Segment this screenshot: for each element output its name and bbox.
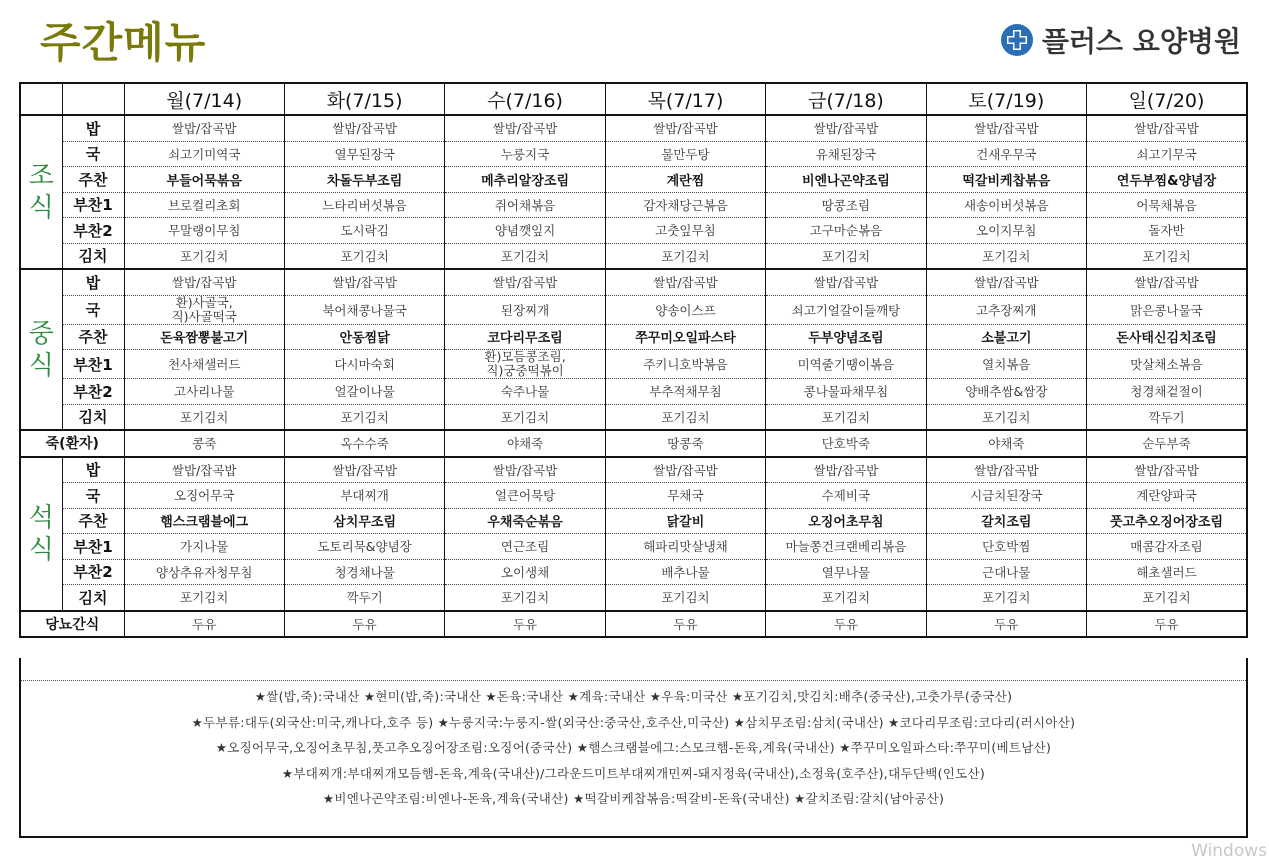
menu-row: [20, 559, 1247, 585]
menu-row: [20, 167, 1247, 193]
menu-cell: 포기김치: [926, 404, 1086, 430]
origin-note-line: ★오징어무국,오징어초무침,풋고추오징어장조림:오징어(중국산) ★햄스크램블에그:스모크햄-돈육,계육(국내산) ★쭈꾸미오일파스타:쭈꾸미(베트남산): [215, 740, 1052, 755]
medical-cross-icon: [1000, 23, 1034, 57]
menu-cell: 쌀밥/잡곡밥: [124, 269, 284, 295]
menu-row: [20, 379, 1247, 405]
menu-cell: 브로컬리초회: [124, 192, 284, 218]
menu-cell: 맛살채소볶음: [1087, 350, 1247, 379]
menu-cell: 포기김치: [605, 585, 765, 611]
meal-label: 석식: [20, 457, 62, 611]
menu-cell: 쌀밥/잡곡밥: [1087, 115, 1247, 141]
menu-cell: 쌀밥/잡곡밥: [124, 115, 284, 141]
menu-cell: 쌀밥/잡곡밥: [766, 115, 926, 141]
menu-cell: 매콤감자조림: [1087, 534, 1247, 560]
menu-cell: 포기김치: [766, 585, 926, 611]
menu-row: [20, 243, 1247, 269]
menu-cell: 오징어초무침: [766, 508, 926, 534]
menu-cell: 쇠고기미역국: [124, 141, 284, 167]
dish-category: 밥: [62, 269, 124, 295]
menu-cell: 쌀밥/잡곡밥: [284, 269, 444, 295]
menu-cell: 누룽지국: [445, 141, 605, 167]
menu-cell: 쌀밥/잡곡밥: [445, 269, 605, 295]
menu-cell: 쌀밥/잡곡밥: [605, 115, 765, 141]
menu-cell: 두유: [1087, 611, 1247, 638]
menu-cell: 청경채겉절이: [1087, 379, 1247, 405]
dish-category: 김치: [62, 404, 124, 430]
menu-cell: 쇠고기얼갈이들깨탕: [766, 295, 926, 324]
menu-cell: 비엔나곤약조림: [766, 167, 926, 193]
menu-cell: 메추리알장조림: [445, 167, 605, 193]
menu-cell: 고춧잎무침: [605, 218, 765, 244]
day-header-saturday: 토(7/19): [926, 83, 1086, 115]
menu-row: [20, 192, 1247, 218]
day-header: 화(7/15): [284, 83, 444, 115]
menu-row: [20, 141, 1247, 167]
menu-cell: 삼치무조림: [284, 508, 444, 534]
menu-cell: 우채죽순볶음: [445, 508, 605, 534]
menu-cell: 쌀밥/잡곡밥: [926, 269, 1086, 295]
dish-category: 주찬: [62, 167, 124, 193]
menu-cell: 시금치된장국: [926, 483, 1086, 509]
menu-row: [20, 508, 1247, 534]
menu-cell: 도시락김: [284, 218, 444, 244]
menu-cell: 두부양념조림: [766, 324, 926, 350]
menu-cell: 도토리묵&양념장: [284, 534, 444, 560]
menu-cell: 해초샐러드: [1087, 559, 1247, 585]
menu-cell: 숙주나물: [445, 379, 605, 405]
menu-cell: 쇠고기무국: [1087, 141, 1247, 167]
menu-cell: 새송이버섯볶음: [926, 192, 1086, 218]
menu-cell: 갈치조림: [926, 508, 1086, 534]
diabetic-snack-label: 당뇨간식: [20, 611, 124, 638]
menu-cell: 근대나물: [926, 559, 1086, 585]
menu-row: [20, 404, 1247, 430]
menu-cell: 포기김치: [766, 404, 926, 430]
porridge-row: [20, 430, 1247, 457]
menu-cell: 양상추유자청무침: [124, 559, 284, 585]
menu-cell: 쭈꾸미오일파스타: [605, 324, 765, 350]
header-row: [20, 83, 1247, 115]
menu-cell: 포기김치: [284, 404, 444, 430]
menu-cell: 마늘쫑건크랜베리볶음: [766, 534, 926, 560]
origin-note-line: ★부대찌개:부대찌개모듬햄-돈육,계육(국내산)/그라운드미트부대찌개민찌-돼지정육(국내산),소정육(호주산),대두단백(인도산): [281, 765, 986, 781]
menu-cell: 건새우무국: [926, 141, 1086, 167]
menu-cell: 쌀밥/잡곡밥: [1087, 457, 1247, 483]
menu-cell: 감자채당근볶음: [605, 192, 765, 218]
menu-cell: 야채죽: [445, 430, 605, 457]
menu-cell: 땅콩조림: [766, 192, 926, 218]
page-title: 주간메뉴: [40, 18, 207, 67]
menu-cell: 옥수수죽: [284, 430, 444, 457]
dish-category: 부찬2: [62, 379, 124, 405]
menu-cell: 땅콩죽: [605, 430, 765, 457]
menu-cell: 돈육짬뽕불고기: [124, 324, 284, 350]
menu-cell: 느타리버섯볶음: [284, 192, 444, 218]
menu-row: [20, 585, 1247, 611]
windows-activation-watermark: Windows: [1191, 841, 1267, 861]
menu-cell: 쌀밥/잡곡밥: [766, 457, 926, 483]
weekly-menu-table: [19, 82, 1248, 638]
menu-cell: 풋고추오징어장조림: [1087, 508, 1247, 534]
dish-category: 부찬2: [62, 218, 124, 244]
menu-cell: 얼갈이나물: [284, 379, 444, 405]
menu-cell: 고구마순볶음: [766, 218, 926, 244]
dish-category: 부찬2: [62, 559, 124, 585]
menu-cell: 콩죽: [124, 430, 284, 457]
dish-category: 김치: [62, 243, 124, 269]
menu-cell: 포기김치: [284, 243, 444, 269]
origin-notes: [19, 658, 1248, 838]
menu-cell: 북어채콩나물국: [284, 295, 444, 324]
menu-row: [20, 350, 1247, 379]
menu-cell: 두유: [284, 611, 444, 638]
menu-cell: 코다리무조림: [445, 324, 605, 350]
menu-cell: 고사리나물: [124, 379, 284, 405]
menu-row: [20, 324, 1247, 350]
day-header-sunday: 일(7/20): [1087, 83, 1247, 115]
menu-cell: 양념깻잎지: [445, 218, 605, 244]
menu-cell: 닭갈비: [605, 508, 765, 534]
menu-cell: 배추나물: [605, 559, 765, 585]
menu-cell: 쌀밥/잡곡밥: [926, 115, 1086, 141]
menu-cell: 두유: [926, 611, 1086, 638]
menu-cell: 연두부찜&양념장: [1087, 167, 1247, 193]
menu-cell: 연근조림: [445, 534, 605, 560]
menu-cell: 안동찜닭: [284, 324, 444, 350]
dish-category: 국: [62, 141, 124, 167]
menu-cell: 포기김치: [445, 243, 605, 269]
menu-cell: 부들어묵볶음: [124, 167, 284, 193]
menu-body: [20, 115, 1247, 637]
header-corner: [20, 83, 62, 115]
menu-cell: 쌀밥/잡곡밥: [445, 457, 605, 483]
menu-cell: 열무나물: [766, 559, 926, 585]
menu-cell: 돌자반: [1087, 218, 1247, 244]
diabetic-snack-row: [20, 611, 1247, 638]
dish-category: 국: [62, 483, 124, 509]
menu-cell: 두유: [124, 611, 284, 638]
menu-cell: 쌀밥/잡곡밥: [1087, 269, 1247, 295]
day-header: 월(7/14): [124, 83, 284, 115]
menu-cell: 수제비국: [766, 483, 926, 509]
menu-cell: 쌀밥/잡곡밥: [124, 457, 284, 483]
menu-cell: 환)사골국, 직)사골떡국: [124, 295, 284, 324]
porridge-label: 죽(환자): [20, 430, 124, 457]
meal-label: 중식: [20, 269, 62, 430]
menu-row: [20, 269, 1247, 295]
menu-cell: 쌀밥/잡곡밥: [605, 457, 765, 483]
menu-cell: 무채국: [605, 483, 765, 509]
dish-category: 부찬1: [62, 350, 124, 379]
menu-cell: 천사채샐러드: [124, 350, 284, 379]
day-header: 목(7/17): [605, 83, 765, 115]
meal-label: 조식: [20, 115, 62, 269]
menu-cell: 콩나물파채무침: [766, 379, 926, 405]
menu-cell: 쥐어채볶음: [445, 192, 605, 218]
origin-note-line: ★비엔나곤약조림:비엔나-돈육,계육(국내산) ★떡갈비케찹볶음:떡갈비-돈육(국내산) ★갈치조림:갈치(남아공산): [322, 791, 945, 806]
menu-row: [20, 295, 1247, 324]
menu-cell: 포기김치: [766, 243, 926, 269]
notes-divider: [21, 680, 1246, 681]
menu-row: [20, 483, 1247, 509]
menu-cell: 쌀밥/잡곡밥: [284, 115, 444, 141]
dish-category: 밥: [62, 115, 124, 141]
menu-row: [20, 457, 1247, 483]
menu-cell: 쌀밥/잡곡밥: [445, 115, 605, 141]
menu-cell: 소불고기: [926, 324, 1086, 350]
menu-row: [20, 534, 1247, 560]
menu-cell: 쌀밥/잡곡밥: [926, 457, 1086, 483]
menu-cell: 순두부죽: [1087, 430, 1247, 457]
menu-cell: 미역줄기땡이볶음: [766, 350, 926, 379]
menu-cell: 물만두탕: [605, 141, 765, 167]
menu-cell: 포기김치: [1087, 243, 1247, 269]
menu-cell: 다시마숙회: [284, 350, 444, 379]
menu-cell: 포기김치: [926, 585, 1086, 611]
menu-cell: 떡갈비케찹볶음: [926, 167, 1086, 193]
menu-cell: 계란찜: [605, 167, 765, 193]
menu-cell: 야채죽: [926, 430, 1086, 457]
menu-cell: 포기김치: [445, 585, 605, 611]
menu-cell: 오이생채: [445, 559, 605, 585]
dish-category: 주찬: [62, 324, 124, 350]
dish-category: 김치: [62, 585, 124, 611]
menu-cell: 쌀밥/잡곡밥: [766, 269, 926, 295]
menu-cell: 주키니호박볶음: [605, 350, 765, 379]
dish-category: 밥: [62, 457, 124, 483]
day-header: 금(7/18): [766, 83, 926, 115]
menu-cell: 얼큰어묵탕: [445, 483, 605, 509]
header-corner: [62, 83, 124, 115]
menu-cell: 포기김치: [926, 243, 1086, 269]
menu-cell: 오이지무침: [926, 218, 1086, 244]
menu-cell: 포기김치: [124, 243, 284, 269]
menu-cell: 두유: [445, 611, 605, 638]
menu-cell: 포기김치: [1087, 585, 1247, 611]
menu-cell: 포기김치: [124, 404, 284, 430]
menu-cell: 단호박죽: [766, 430, 926, 457]
menu-row: [20, 115, 1247, 141]
menu-cell: 가지나물: [124, 534, 284, 560]
menu-cell: 어묵채볶음: [1087, 192, 1247, 218]
menu-cell: 해파리맛살냉채: [605, 534, 765, 560]
menu-cell: 포기김치: [124, 585, 284, 611]
menu-cell: 고추장찌개: [926, 295, 1086, 324]
menu-cell: 두유: [766, 611, 926, 638]
menu-cell: 부추적채무침: [605, 379, 765, 405]
origin-note-line: ★쌀(밥,죽):국내산 ★현미(밥,죽):국내산 ★돈육:국내산 ★계육:국내산 ★우육:미국산 ★포기김치,맛김치:배추(중국산),고춧가루(중국산): [254, 689, 1013, 704]
menu-cell: 포기김치: [445, 404, 605, 430]
menu-cell: 햄스크램블에그: [124, 508, 284, 534]
dish-category: 부찬1: [62, 534, 124, 560]
menu-cell: 쌀밥/잡곡밥: [605, 269, 765, 295]
menu-cell: 계란양파국: [1087, 483, 1247, 509]
menu-cell: 돈사태신김치조림: [1087, 324, 1247, 350]
menu-cell: 단호박찜: [926, 534, 1086, 560]
menu-cell: 양배추쌈&쌈장: [926, 379, 1086, 405]
dish-category: 부찬1: [62, 192, 124, 218]
menu-cell: 열무된장국: [284, 141, 444, 167]
menu-cell: 유채된장국: [766, 141, 926, 167]
day-header: 수(7/16): [445, 83, 605, 115]
menu-cell: 양송이스프: [605, 295, 765, 324]
menu-cell: 포기김치: [605, 243, 765, 269]
menu-cell: 열치볶음: [926, 350, 1086, 379]
menu-cell: 청경채나물: [284, 559, 444, 585]
dish-category: 국: [62, 295, 124, 324]
menu-cell: 된장찌개: [445, 295, 605, 324]
hospital-name: 플러스 요양병원: [1041, 25, 1241, 58]
menu-cell: 부대찌개: [284, 483, 444, 509]
hospital-brand: [1000, 20, 1241, 60]
menu-row: [20, 218, 1247, 244]
menu-cell: 환)모듬콩조림, 직)궁중떡볶이: [445, 350, 605, 379]
menu-cell: 깍두기: [1087, 404, 1247, 430]
menu-cell: 포기김치: [605, 404, 765, 430]
origin-note-line: ★두부류:대두(외국산:미국,캐나다,호주 등) ★누룽지국:누룽지-쌀(외국산:중국산,호주산,미국산) ★삼치무조림:삼치(국내산) ★코다리무조림:코다리(러시아산): [191, 714, 1076, 730]
menu-cell: 두유: [605, 611, 765, 638]
menu-cell: 쌀밥/잡곡밥: [284, 457, 444, 483]
menu-cell: 깍두기: [284, 585, 444, 611]
menu-cell: 맑은콩나물국: [1087, 295, 1247, 324]
menu-cell: 무말랭이무침: [124, 218, 284, 244]
dish-category: 주찬: [62, 508, 124, 534]
menu-cell: 차돌두부조림: [284, 167, 444, 193]
menu-cell: 오징어무국: [124, 483, 284, 509]
